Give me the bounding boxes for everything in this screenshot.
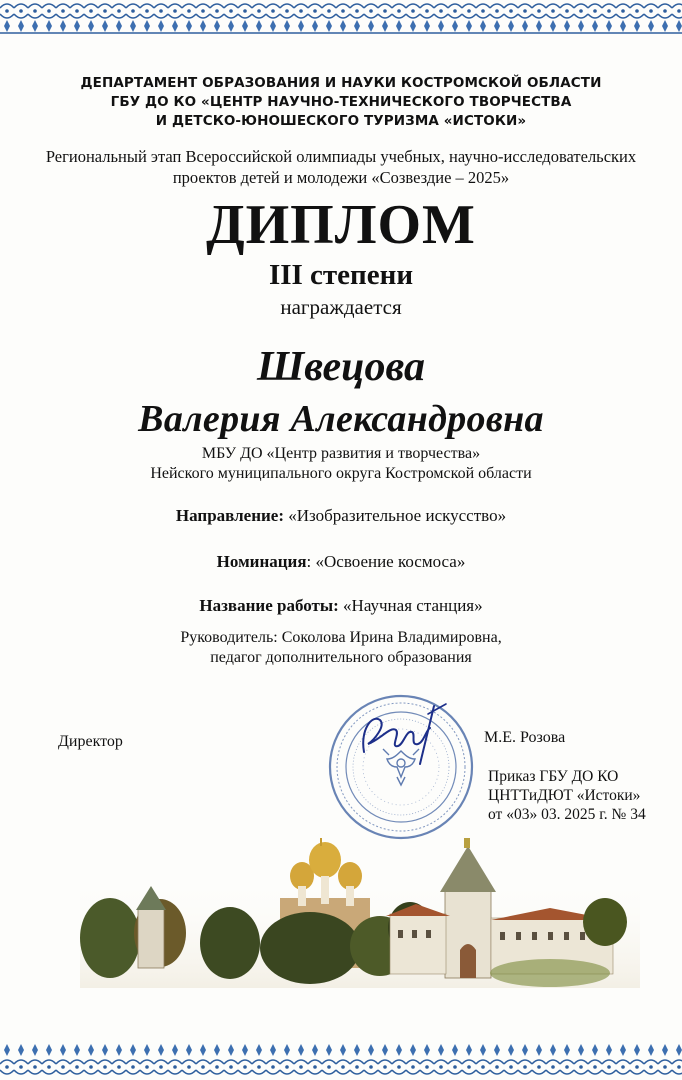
dept-line-1: ДЕПАРТАМЕНТ ОБРАЗОВАНИЯ И НАУКИ КОСТРОМСКОЙ ОБЛАСТИ: [80, 75, 602, 91]
monastery-illustration: [80, 838, 640, 988]
nomination-row: [0, 551, 682, 573]
director-signature: [350, 700, 460, 770]
event-line-2: проектов детей и молодежи «Созвездие – 2025»: [172, 168, 510, 187]
direction-label: Направление:: [175, 506, 285, 525]
work-label: Название работы:: [199, 596, 339, 615]
work-title-row: [0, 595, 682, 617]
director-name: М.Е. Розова: [484, 729, 566, 746]
order-line-1: Приказ ГБУ ДО КО: [488, 768, 619, 785]
recipient-surname: Швецова: [256, 344, 426, 390]
diploma-degree: III степени: [268, 259, 414, 291]
nomination-value: : «Освоение космоса»: [306, 552, 466, 571]
ornament-border-bottom: [0, 1042, 682, 1080]
org-line-2: Нейского муниципального округа Костромской области: [150, 465, 532, 482]
recipient-name: Валерия Александровна: [138, 398, 544, 440]
order-reference: [488, 767, 646, 824]
order-line-3: от «03» 03. 2025 г. № 34: [488, 806, 646, 823]
director-label: Директор: [58, 733, 123, 750]
nomination-label: Номинация: [216, 552, 307, 571]
supervisor-row: [0, 628, 682, 668]
event-line-1: Региональный этап Всероссийской олимпиады учебных, научно-исследовательских: [45, 147, 637, 166]
org-line-1: МБУ ДО «Центр развития и творчества»: [201, 445, 481, 462]
dept-line-2: ГБУ ДО КО «ЦЕНТР НАУЧНО-ТЕХНИЧЕСКОГО ТВОРЧЕСТВА: [110, 94, 572, 110]
dept-line-3: И ДЕТСКО-ЮНОШЕСКОГО ТУРИЗМА «ИСТОКИ»: [155, 113, 527, 129]
diploma-title: ДИПЛОМ: [206, 194, 476, 256]
ornament-border-top: [0, 0, 682, 34]
direction-value: «Изобразительное искусство»: [288, 506, 507, 525]
order-line-2: ЦНТТиДЮТ «Истоки»: [488, 787, 641, 804]
awarded-text: награждается: [280, 295, 402, 319]
work-value: «Научная станция»: [343, 596, 483, 615]
department-header: [0, 74, 682, 131]
supervisor-label: Руководитель:: [180, 629, 278, 646]
event-title: [0, 146, 682, 188]
supervisor-role: педагог дополнительного образования: [210, 649, 472, 666]
supervisor-value: Соколова Ирина Владимировна,: [281, 629, 502, 646]
direction-row: [0, 505, 682, 527]
recipient-organization: [0, 444, 682, 484]
